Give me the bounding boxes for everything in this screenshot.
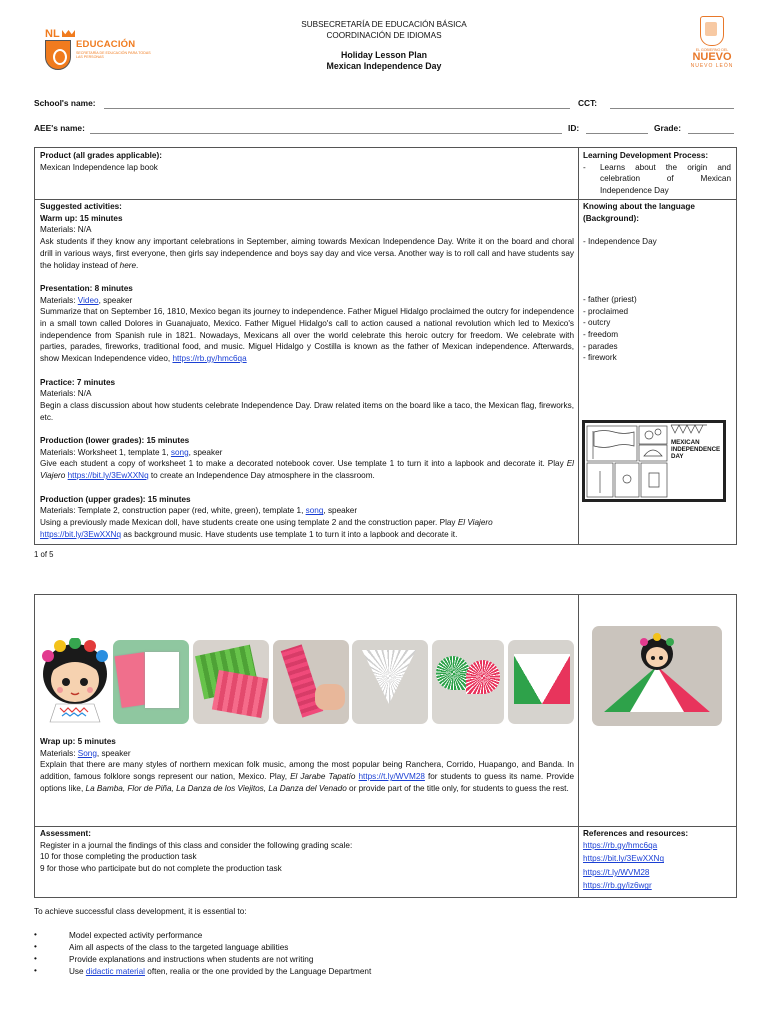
presentation-text [40, 306, 574, 365]
production-lower-text [40, 458, 574, 481]
crown-icon [62, 30, 75, 37]
logo-nl-text: NL [45, 28, 60, 40]
bullet-item: Provide explanations and instructions when students are not writing [69, 955, 314, 964]
wrapup-text-a: Explain that there are many styles of northern mexican folk music, among the most popular being Ranchera, Corrido, Huapango, and Banda. In addition, famous folklore songs represent our nation, Mexico. Play, [40, 760, 574, 782]
nuevo-leon-logo [682, 16, 742, 78]
folding-pink-photo [273, 640, 349, 724]
shield-icon [700, 16, 724, 46]
knowing-heading: Knowing about the language (Background): [583, 202, 695, 223]
educacion-logo [45, 28, 151, 74]
table-column-divider [578, 147, 579, 545]
ldp-heading: Learning Development Process: [583, 151, 709, 160]
assessment-line: Register in a journal the findings of this class and consider the following grading scale: [40, 840, 353, 850]
practice-text: Begin a class discussion about how students celebrate Independence Day. Draw related items on the board like a taco, the Mexican flag, fireworks, etc. [40, 400, 574, 422]
white-fan-photo [352, 640, 428, 724]
red-fan [466, 660, 500, 694]
jarabe-tapatio-title: El Jarabe Tapatío [290, 772, 356, 782]
tricolor-fan [514, 654, 570, 704]
school-name-input[interactable] [104, 108, 570, 109]
prod-lower-mat-b: , speaker [188, 447, 223, 457]
lapbook-title: MEXICAN INDEPENDENCE DAY [671, 439, 721, 460]
table-column-divider [578, 594, 579, 898]
page-number: 1 of 5 [34, 550, 54, 559]
practice-materials: Materials: N/A [40, 389, 92, 399]
table-row-divider [34, 826, 737, 827]
school-name-label: School's name: [34, 98, 96, 108]
prod-upper-text-em: El Viajero [457, 517, 493, 527]
green-paper-photo [113, 640, 189, 724]
presentation-heading: Presentation: 8 minutes [40, 283, 133, 293]
presentation-url-link[interactable]: https://rb.gy/hmc6qa [172, 354, 247, 364]
assessment-line: 10 for those completing the production task [40, 852, 197, 862]
colored-fans-photo [432, 640, 504, 724]
wrapup-materials [40, 748, 574, 760]
el-viajero-link-upper[interactable]: https://bit.ly/3EwXXNq [40, 529, 121, 539]
references-heading: References and resources: [583, 829, 689, 838]
logo-subtitle: SECRETARÍA DE EDUCACIÓN PARA TODAS LAS PERSONAS [76, 51, 151, 60]
bullet-item: Aim all aspects of the class to the targeted language abilities [69, 943, 289, 952]
presentation-text-body: Summarize that on September 16, 1810, Mexico began its journey to independence. Father Miguel Hidalgo proclaimed the outcry for independence in a small town called Dolores in Guanajuato, Mexico. Father Miguel Hidalgo's call to action caused a national revolution which led to Mexico's independence from Spanish rule in 1821. Nowadays, Mexicans all over the world celebrate this heroic outcry for freedom. We celebrate with parties, parades, fireworks, traditional food, and music. Miguel Hidalgo y Costilla is known as the father of Mexican independence. Afterwards, show Mexican Independence video, [40, 307, 574, 364]
knowing-cell [583, 201, 733, 364]
logo-gobierno-text: EL GOBIERNO DEL [695, 48, 729, 52]
id-label: ID: [568, 123, 580, 133]
logo-leon-text: NUEVO LEÓN [690, 63, 734, 69]
vocab-item: - outcry [583, 318, 611, 328]
vocab-independence-day: - Independence Day [583, 237, 657, 247]
prod-lower-text-a: Give each student a copy of worksheet 1 to make a decorated notebook cover. Use template 1 to turn it into a lapbook and decorate it. Play [40, 459, 567, 469]
warmup-text [40, 236, 574, 271]
aee-name-input[interactable] [90, 133, 562, 134]
folded-green-paper-photo [193, 640, 269, 724]
reference-link[interactable]: https://rb.gy/hmc6qa [583, 841, 658, 850]
prod-lower-text-b: to create an Independence Day atmosphere in the classroom. [148, 471, 375, 481]
logo-nuevo-text: NUEVO [692, 51, 732, 63]
cct-input[interactable] [610, 108, 734, 109]
production-upper-materials [40, 505, 574, 517]
bullet-icon: • [34, 930, 37, 939]
assessment-cell [40, 828, 574, 875]
production-upper-text [40, 517, 574, 540]
bullet-item-last [69, 966, 371, 978]
presentation-materials [40, 295, 574, 307]
product-cell [40, 150, 574, 173]
aee-name-label: AEE's name: [34, 123, 85, 133]
activities-cell [40, 201, 574, 540]
didactic-material-link[interactable]: didactic material [85, 967, 145, 976]
prod-upper-mat-a: Materials: Template 2, construction paper (red, white, green), template 1, [40, 506, 306, 516]
last-bullet-b: often, realia or the one provided by the Language Department [145, 967, 372, 976]
wrapup-text-c: or provide part of the title only, for students to guess the rest. [346, 783, 569, 793]
warmup-text-a: Ask students if they know any important celebrations in September, aiming towards Mexican Independence Day. Write it on the board and choral drill in various ways, first everyone, then girls say independence and boys say day and vice versa. Another way is to roll call and have students say the holiday instead of [40, 237, 574, 270]
plan-subtitle: Mexican Independence Day [326, 61, 442, 71]
prod-lower-mat-a: Materials: Worksheet 1, template 1, [40, 447, 171, 457]
plan-title: Holiday Lesson Plan [340, 50, 428, 60]
doll-drawing [38, 638, 112, 724]
vocab-item: - firework [583, 353, 617, 363]
production-upper-heading: Production (upper grades): 15 minutes [40, 494, 191, 504]
white-paper [145, 652, 179, 708]
mexican-doll-illustration [38, 638, 112, 724]
video-link[interactable]: Video [77, 295, 99, 305]
grade-input[interactable] [688, 133, 734, 134]
last-bullet-a: Use [69, 967, 86, 976]
coordinacion: COORDINACIÓN DE IDIOMAS [326, 30, 442, 40]
prod-upper-text-b: as background music. Have students use template 1 to turn it into a lapbook and decorate it. [121, 529, 458, 539]
wrapup-mat-a: Materials: [40, 748, 78, 758]
bullet-icon: • [34, 966, 37, 975]
tricolor-fan-photo [508, 640, 574, 724]
id-input[interactable] [586, 133, 648, 134]
cct-label: CCT: [578, 98, 598, 108]
production-lower-heading: Production (lower grades): 15 minutes [40, 436, 190, 446]
ldp-item: Learns about the origin and celebration of Mexican Independence Day [600, 162, 731, 196]
reference-link[interactable]: https://rb.gy/iz6wgr [583, 881, 652, 891]
practice-heading: Practice: 7 minutes [40, 377, 116, 387]
production-lower-materials [40, 447, 574, 459]
vocab-item: - proclaimed [583, 306, 629, 316]
folded-pink [212, 670, 268, 718]
song-link-wrapup[interactable]: Song [77, 748, 97, 758]
lapbook-page [585, 423, 723, 499]
presentation-mat-a: Materials: [40, 295, 78, 305]
closing-intro: To achieve successful class development, it is essential to: [34, 907, 247, 916]
prod-upper-mat-b: , speaker [323, 506, 358, 516]
wrapup-cell [40, 736, 574, 795]
vocab-item: - freedom [583, 329, 619, 339]
warmup-heading: Warm up: 15 minutes [40, 213, 123, 223]
logo-educacion-text: EDUCACIÓN [76, 39, 136, 50]
document-header [250, 20, 518, 72]
warmup-text-b: . [136, 260, 139, 270]
product-text: Mexican Independence lap book [40, 162, 158, 172]
ldp-cell [583, 150, 731, 197]
wrapup-text-b: for students to guess its name. Provide options like, [40, 772, 574, 793]
hand [315, 684, 345, 710]
warmup-text-em: here [119, 260, 137, 270]
wrapup-heading: Wrap up: 5 minutes [40, 737, 116, 746]
reference-link[interactable]: https://t.ly/WVM28 [583, 867, 650, 877]
lapbook-thumbnail [582, 420, 726, 502]
wrapup-text [40, 759, 574, 794]
song-link-lower[interactable]: song [170, 447, 189, 457]
grade-label: Grade: [654, 123, 681, 133]
finished-doll-photo [592, 626, 722, 726]
product-heading: Product (all grades applicable): [40, 151, 162, 160]
white-fan [362, 650, 416, 704]
prod-upper-text-a: Using a previously made Mexican doll, have students create one using template 2 and the construction paper. Play [40, 517, 458, 527]
vocab-item: - father (priest) [583, 294, 637, 304]
table-row-divider [34, 199, 737, 200]
bullet-icon: • [34, 942, 37, 951]
assessment-heading: Assessment: [40, 829, 91, 838]
bullet-icon: • [34, 954, 37, 963]
references-cell [583, 828, 733, 893]
song-link-upper[interactable]: song [305, 506, 324, 516]
heart-icon [45, 40, 71, 70]
ldp-dash: - [583, 162, 586, 172]
bullet-item: Model expected activity performance [69, 931, 203, 940]
finished-doll-drawing [592, 626, 722, 726]
song-options: La Bamba, Flor de Piña, La Danza de los Viejitos, La Danza del Venado [85, 783, 347, 793]
jarabe-link[interactable]: https://t.ly/WVM28 [358, 772, 425, 782]
green-fan [436, 656, 470, 690]
reference-link[interactable]: https://bit.ly/3EwXXNq [583, 854, 664, 864]
assessment-line: 9 for those who participate but do not complete the production task [40, 864, 282, 874]
wrapup-mat-b: , speaker [96, 748, 131, 758]
subsecretaria: SUBSECRETARÍA DE EDUCACIÓN BÁSICA [301, 20, 467, 29]
warmup-materials: Materials: N/A [40, 225, 92, 235]
lapbook-drawing [585, 423, 723, 499]
vocab-item: - parades [583, 341, 618, 351]
suggested-heading: Suggested activities: [40, 202, 122, 211]
el-viajero-link-lower[interactable]: https://bit.ly/3EwXXNq [67, 471, 149, 481]
presentation-mat-b: , speaker [98, 295, 133, 305]
prod-lower-text-em: El Viajero [40, 459, 574, 481]
